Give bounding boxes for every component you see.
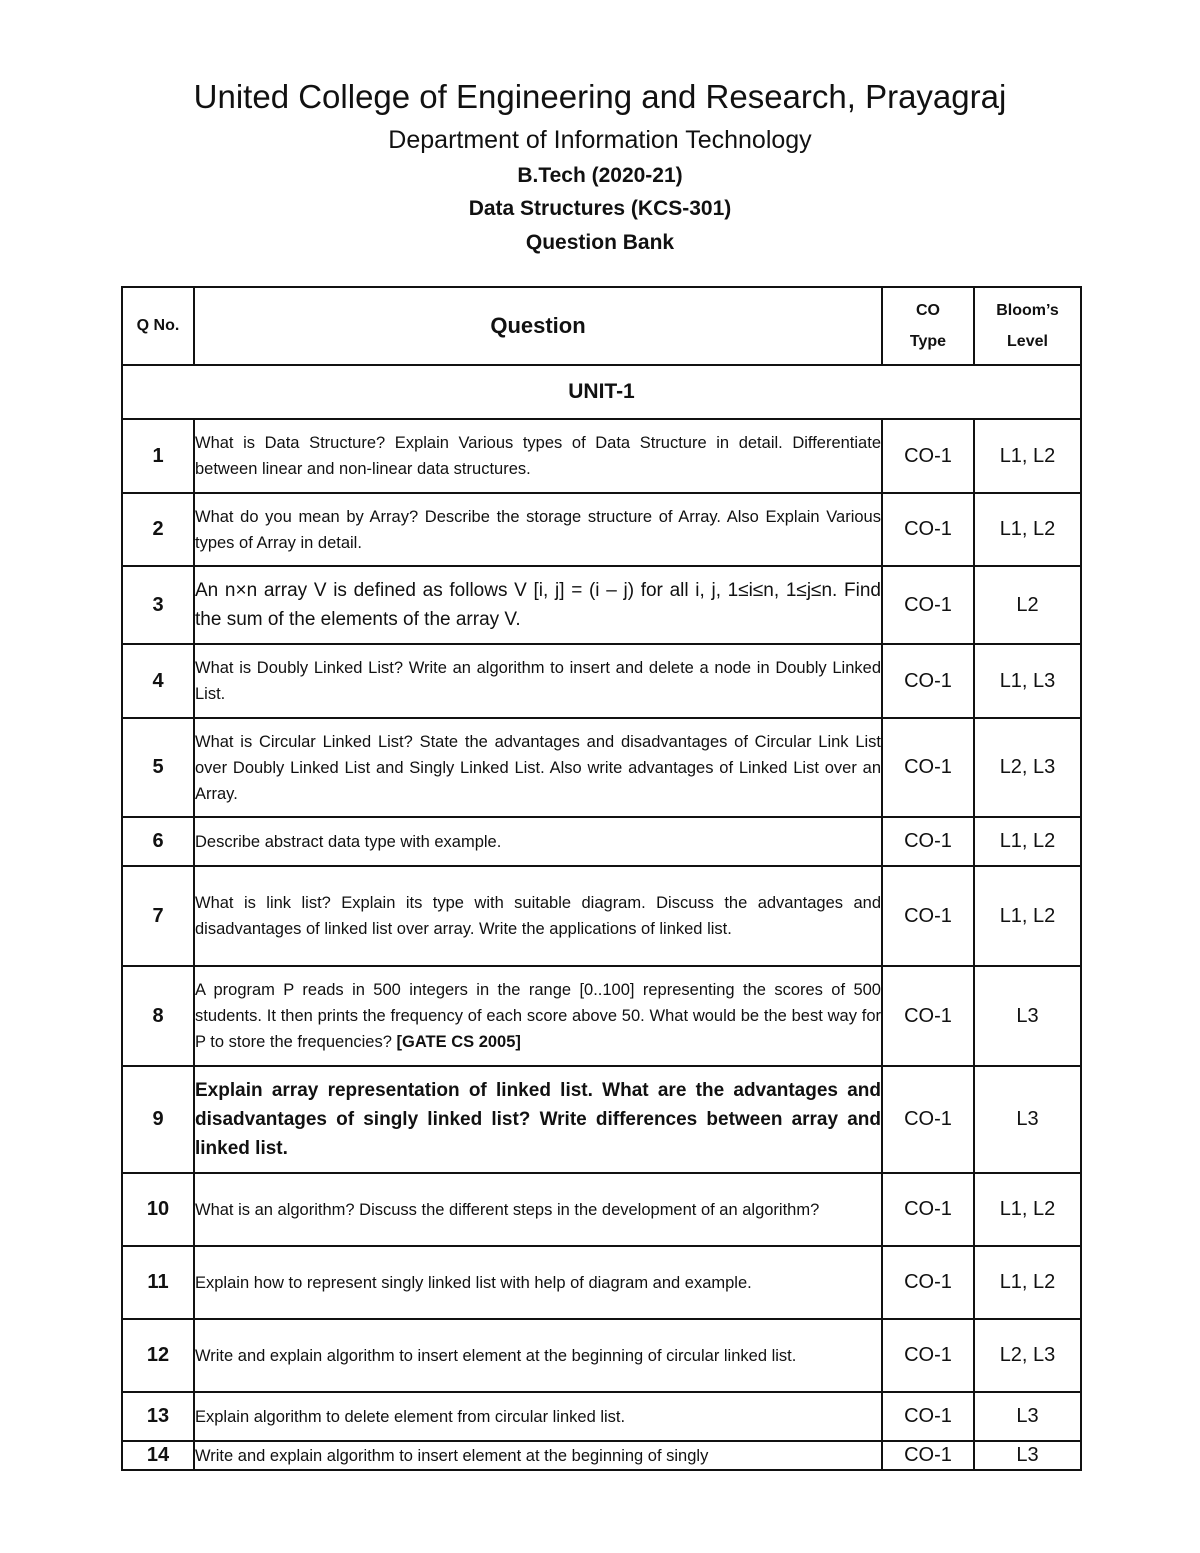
program-name: B.Tech (2020-21)	[517, 164, 683, 187]
table-row	[122, 866, 1081, 966]
gate-tag: [GATE CS 2005]	[396, 1033, 521, 1051]
blooms-level: L1, L2	[974, 1246, 1081, 1319]
question-text: What is Data Structure? Explain Various types of Data Structure in detail. Differentiate between linear and non-linear data structures.	[194, 419, 882, 493]
blooms-level: L2	[974, 566, 1081, 644]
column-header-co-type	[882, 287, 974, 365]
table-row	[122, 1066, 1081, 1173]
table-row	[122, 1319, 1081, 1392]
co-type: CO-1	[882, 1392, 974, 1441]
question-bank-table	[121, 286, 1082, 1471]
co-type: CO-1	[882, 1319, 974, 1392]
college-name: United College of Engineering and Research, Prayagraj	[193, 78, 1007, 115]
co-type: CO-1	[882, 866, 974, 966]
co-type: CO-1	[882, 493, 974, 566]
table-row	[122, 718, 1081, 817]
blooms-level: L1, L2	[974, 866, 1081, 966]
question-number: 1	[122, 419, 194, 493]
co-type: CO-1	[882, 718, 974, 817]
co-type: CO-1	[882, 966, 974, 1066]
question-number: 8	[122, 966, 194, 1066]
question-number: 6	[122, 817, 194, 866]
bloom-header-line2: Level	[1007, 333, 1048, 350]
course-name: Data Structures (KCS-301)	[468, 197, 732, 220]
blooms-level: L2, L3	[974, 1319, 1081, 1392]
co-type: CO-1	[882, 817, 974, 866]
question-text: What is Circular Linked List? State the advantages and disadvantages of Circular Link List over Doubly Linked List and Singly Linked List. Also write advantages of Linked List over an Array.	[194, 718, 882, 817]
table-row	[122, 566, 1081, 644]
column-header-question: Question	[194, 287, 882, 365]
question-number: 13	[122, 1392, 194, 1441]
question-number: 3	[122, 566, 194, 644]
question-text: What is an algorithm? Discuss the different steps in the development of an algorithm?	[194, 1173, 882, 1246]
blooms-level: L1, L3	[974, 644, 1081, 718]
question-number: 9	[122, 1066, 194, 1173]
blooms-level: L3	[974, 1392, 1081, 1441]
blooms-level: L3	[974, 1441, 1081, 1470]
question-number: 4	[122, 644, 194, 718]
table-row	[122, 644, 1081, 718]
question-number: 7	[122, 866, 194, 966]
question-number: 11	[122, 1246, 194, 1319]
table-header-row	[122, 287, 1081, 365]
question-text: Write and explain algorithm to insert element at the beginning of singly	[194, 1441, 882, 1470]
question-text: Write and explain algorithm to insert element at the beginning of circular linked list.	[194, 1319, 882, 1392]
question-number: 2	[122, 493, 194, 566]
question-number: 5	[122, 718, 194, 817]
blooms-level: L1, L2	[974, 817, 1081, 866]
co-type: CO-1	[882, 566, 974, 644]
blooms-level: L1, L2	[974, 1173, 1081, 1246]
question-text: Explain how to represent singly linked list with help of diagram and example.	[194, 1246, 882, 1319]
unit-heading: UNIT-1	[122, 365, 1081, 419]
question-text: Explain array representation of linked list. What are the advantages and disadvantages of singly linked list? Write differences between array and linked list.	[194, 1066, 882, 1173]
co-type: CO-1	[882, 419, 974, 493]
blooms-level: L3	[974, 966, 1081, 1066]
question-body: A program P reads in 500 integers in the range [0..100] representing the scores of 500 students. It then prints the frequency of each score above 50. What would be the best way for P to store the frequencies?	[195, 981, 881, 1051]
question-text: What is Doubly Linked List? Write an algorithm to insert and delete a node in Doubly Linked List.	[194, 644, 882, 718]
blooms-level: L1, L2	[974, 493, 1081, 566]
column-header-qno: Q No.	[122, 287, 194, 365]
co-type: CO-1	[882, 1173, 974, 1246]
department-name: Department of Information Technology	[388, 126, 812, 154]
table-row	[122, 1246, 1081, 1319]
document-title: Question Bank	[525, 231, 675, 254]
co-header-line1: CO	[916, 302, 940, 319]
table-row	[122, 419, 1081, 493]
question-text: Describe abstract data type with example.	[194, 817, 882, 866]
table-row	[122, 817, 1081, 866]
co-type: CO-1	[882, 1441, 974, 1470]
table-row	[122, 1173, 1081, 1246]
table-row	[122, 966, 1081, 1066]
question-text: What do you mean by Array? Describe the storage structure of Array. Also Explain Various types of Array in detail.	[194, 493, 882, 566]
question-text: What is link list? Explain its type with suitable diagram. Discuss the advantages and disadvantages of linked list over array. Write the applications of linked list.	[194, 866, 882, 966]
co-type: CO-1	[882, 644, 974, 718]
blooms-level: L1, L2	[974, 419, 1081, 493]
co-type: CO-1	[882, 1246, 974, 1319]
table-row	[122, 1441, 1081, 1470]
question-number: 10	[122, 1173, 194, 1246]
question-text: An n×n array V is defined as follows V [i, j] = (i – j) for all i, j, 1≤i≤n, 1≤j≤n. Find the sum of the elements of the array V.	[194, 566, 882, 644]
table-row	[122, 493, 1081, 566]
question-text: Explain algorithm to delete element from circular linked list.	[194, 1392, 882, 1441]
question-number: 12	[122, 1319, 194, 1392]
table-row	[122, 1392, 1081, 1441]
bloom-header-line1: Bloom’s	[996, 302, 1059, 319]
unit-row	[122, 365, 1081, 419]
question-number: 14	[122, 1441, 194, 1470]
co-header-line2: Type	[909, 333, 947, 350]
column-header-blooms-level	[974, 287, 1081, 365]
co-type: CO-1	[882, 1066, 974, 1173]
blooms-level: L3	[974, 1066, 1081, 1173]
blooms-level: L2, L3	[974, 718, 1081, 817]
question-text	[194, 966, 882, 1066]
